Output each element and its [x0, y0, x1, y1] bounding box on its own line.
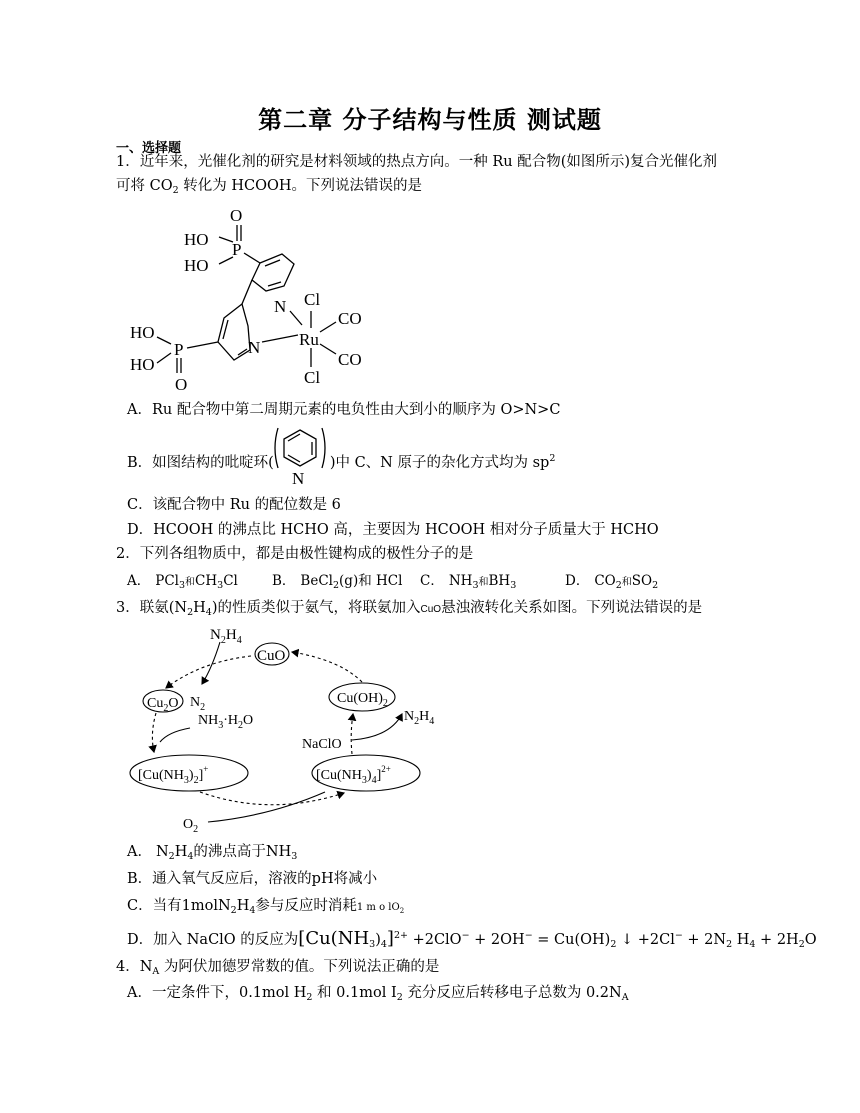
page-title: 第二章 分子结构与性质 测试题: [258, 105, 602, 134]
struct-label: O: [230, 206, 243, 225]
struct-label: CO: [338, 309, 362, 328]
struct-label: O: [175, 375, 188, 394]
q3-option-c: C．当有$1molN_2H_4$参与反应时消耗1 m o $lO_2$: [127, 898, 405, 916]
struct-label: HO: [184, 256, 209, 275]
struct-label: N: [248, 338, 261, 357]
struct-label: HO: [184, 230, 209, 249]
cycle-label-cuoh2: $Cu(OH)_2$: [337, 691, 388, 709]
cycle-label-naclo: NaClO: [302, 737, 342, 752]
cycle-label-n2h4-right: $N_2H_4$: [404, 709, 435, 727]
pyridine-ring-icon: [272, 424, 328, 488]
struct-label: HO: [130, 323, 155, 342]
cycle-label-cuo: CuO: [257, 648, 286, 664]
q2-option-a: A． PCl$_3$和$CH_3Cl$: [127, 573, 238, 591]
q2-option-b: B． BeCl$_2$(g)和 HCl: [272, 573, 403, 591]
q3-stem: 3．联氨$(N_2H_4)$的性质类似于氨气，将联氨加入CuO悬浊液转化关系如图。下列说法错误的是: [116, 600, 703, 618]
cycle-label-n2: $N_2$: [190, 695, 206, 713]
q1-stem-line2: 可将 $CO_2$ 转化为 HCOOH。下列说法错误的是: [116, 178, 423, 196]
struct-label: Cl: [304, 368, 321, 387]
struct-label: Cl: [304, 290, 321, 309]
cycle-label-n2h4-top: $N_2H_4$: [210, 627, 242, 646]
q4-stem: 4．$N_A$ 为阿伏加德罗常数的值。下列说法正确的是: [116, 959, 440, 977]
q2-option-d: D． $CO_2$和$SO_2$: [565, 573, 659, 591]
q1-option-d: D．HCOOH 的沸点比 HCHO 高，主要因为 HCOOH 相对分子质量大于 HCHO: [127, 522, 659, 538]
q1-option-c: C．该配合物中 Ru 的配位数是 6: [127, 497, 341, 513]
q1-option-a: A．Ru 配合物中第二周期元素的电负性由大到小的顺序为 O>N>C: [127, 402, 561, 418]
pyridine-n-label: N: [292, 469, 305, 488]
q3-option-d: D．加入 NaClO 的反应为$[Cu(NH_3)_4]^{2+} +2ClO^- + 2OH^- = Cu(OH)_2$ ↓ $+2Cl^- + 2N_2$ $H_4 + 2H_2O$: [127, 928, 817, 950]
ru-complex-structure: [120, 200, 380, 395]
struct-label: HO: [130, 355, 155, 374]
cycle-label-nh3h2o: $NH_3\cdot H_2O$: [198, 713, 254, 731]
struct-label: P: [174, 340, 184, 359]
struct-label: N: [274, 297, 287, 316]
q3-option-a: A． $N_2H_4$的沸点高于$NH_3$: [127, 844, 298, 862]
q1-option-b: B．如图结构的吡啶环( )中 C、N 原子的杂化方式均为 $sp^2$: [127, 453, 556, 471]
q2-option-c: C． $NH_3$和$BH_3$: [420, 573, 517, 591]
cycle-label-o2: $O_2$: [183, 817, 199, 835]
cycle-label-cunh3-4: $[Cu(NH_3)_4]^{2+}$: [316, 764, 391, 786]
cuo-conversion-cycle: [120, 622, 450, 837]
q1-stem-line1: 1．近年来，光催化剂的研究是材料领域的热点方向。一种 Ru 配合物(如图所示)复合光催化剂: [116, 154, 718, 170]
q4-option-a: A．一定条件下，0.1mol $H_2$ 和 0.1mol $I_2$ 充分反应后转移电子总数为 $0.2N_A$: [127, 985, 629, 1003]
q2-stem: 2．下列各组物质中，都是由极性键构成的极性分子的是: [116, 546, 474, 562]
struct-label: P: [232, 240, 242, 259]
q3-option-b: B．通入氧气反应后，溶液的pH将减小: [127, 871, 378, 887]
struct-label: CO: [338, 350, 362, 369]
struct-label: Ru: [299, 330, 319, 349]
cycle-label-cu2o: $Cu_2O$: [147, 696, 179, 714]
cycle-label-cunh3-2: $[Cu(NH_3)_2]^+$: [138, 764, 209, 786]
section-heading: 一、选择题: [116, 141, 182, 156]
